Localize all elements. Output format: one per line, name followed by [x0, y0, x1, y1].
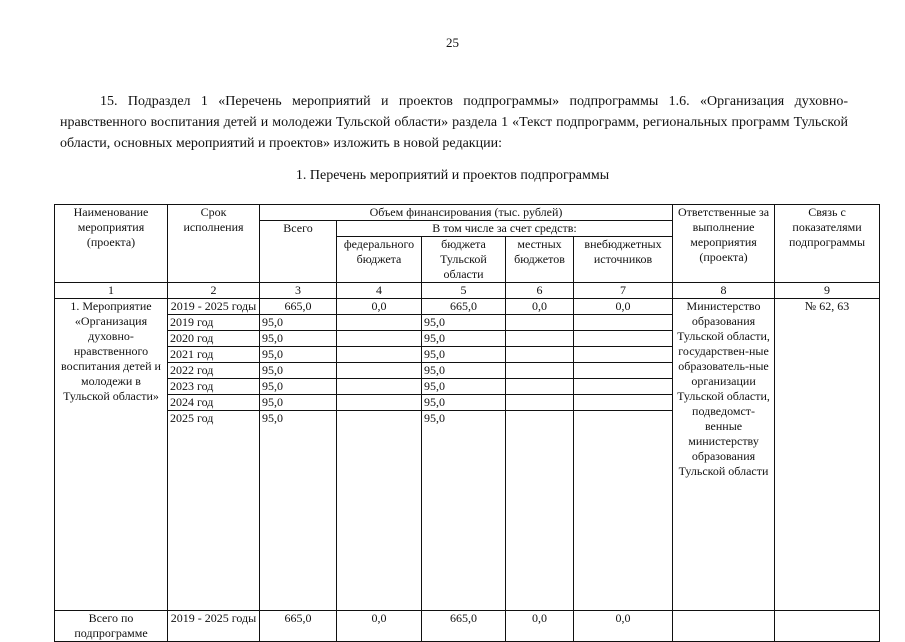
regional-cell: 95,0	[422, 395, 506, 411]
activities-table	[54, 204, 880, 642]
regional-cell: 95,0	[422, 363, 506, 379]
header-name: Наименование мероприятия (проекта)	[55, 205, 168, 283]
total-row-federal: 0,0	[337, 611, 422, 642]
regional-cell: 665,0	[422, 299, 506, 315]
column-number: 4	[337, 283, 422, 299]
activity-link: № 62, 63	[775, 299, 880, 611]
term-cell: 2024 год	[168, 395, 260, 411]
table-row	[55, 299, 880, 315]
column-number: 5	[422, 283, 506, 299]
column-number: 8	[673, 283, 775, 299]
term-cell: 2025 год	[168, 411, 260, 611]
total-cell: 95,0	[260, 379, 337, 395]
total-row-term: 2019 - 2025 годы	[168, 611, 260, 642]
header-local: местных бюджетов	[506, 237, 574, 283]
extra-cell	[574, 331, 673, 347]
extra-cell	[574, 347, 673, 363]
total-cell: 95,0	[260, 411, 337, 611]
header-regional: бюджета Тульской области	[422, 237, 506, 283]
local-cell: 0,0	[506, 299, 574, 315]
local-cell	[506, 411, 574, 611]
regional-cell: 95,0	[422, 411, 506, 611]
extra-cell	[574, 379, 673, 395]
federal-cell	[337, 331, 422, 347]
column-numbers-row	[55, 283, 880, 299]
federal-cell	[337, 395, 422, 411]
column-number: 3	[260, 283, 337, 299]
term-cell: 2020 год	[168, 331, 260, 347]
total-row-local: 0,0	[506, 611, 574, 642]
column-number: 2	[168, 283, 260, 299]
term-cell: 2022 год	[168, 363, 260, 379]
regional-cell: 95,0	[422, 379, 506, 395]
table-title: 1. Перечень мероприятий и проектов подпрограммы	[295, 168, 610, 183]
total-cell: 95,0	[260, 395, 337, 411]
header-including: В том числе за счет средств:	[337, 221, 673, 237]
regional-cell: 95,0	[422, 347, 506, 363]
activity-name: 1. Мероприятие «Организация духовно-нравственного воспитания детей и молодежи в Тульской области»	[55, 299, 168, 611]
total-cell: 95,0	[260, 331, 337, 347]
regional-cell: 95,0	[422, 315, 506, 331]
total-row-regional: 665,0	[422, 611, 506, 642]
total-row-responsible	[673, 611, 775, 642]
term-cell: 2019 год	[168, 315, 260, 331]
total-row-total: 665,0	[260, 611, 337, 642]
extra-cell: 0,0	[574, 299, 673, 315]
total-row	[55, 611, 880, 642]
local-cell	[506, 363, 574, 379]
regional-cell: 95,0	[422, 331, 506, 347]
header-extra: внебюджетных источников	[574, 237, 673, 283]
header-financing: Объем финансирования (тыс. рублей)	[260, 205, 673, 221]
activity-responsible: Министерство образования Тульской области, государствен-ные образователь-ные организации Тульской области, подведомст-венные министерству образования Тульской области	[673, 299, 775, 611]
total-cell: 95,0	[260, 315, 337, 331]
total-cell: 95,0	[260, 363, 337, 379]
total-row-extra: 0,0	[574, 611, 673, 642]
extra-cell	[574, 395, 673, 411]
header-term: Срок исполнения	[168, 205, 260, 283]
local-cell	[506, 315, 574, 331]
total-cell: 665,0	[260, 299, 337, 315]
column-number: 1	[55, 283, 168, 299]
extra-cell	[574, 411, 673, 611]
column-number: 9	[775, 283, 880, 299]
term-cell: 2019 - 2025 годы	[168, 299, 260, 315]
column-number: 7	[574, 283, 673, 299]
federal-cell	[337, 379, 422, 395]
column-number: 6	[506, 283, 574, 299]
local-cell	[506, 347, 574, 363]
extra-cell	[574, 315, 673, 331]
header-link: Связь с показателями подпрограммы	[775, 205, 880, 283]
header-responsible: Ответственные за выполнение мероприятия (проекта)	[673, 205, 775, 283]
federal-cell: 0,0	[337, 299, 422, 315]
term-cell: 2021 год	[168, 347, 260, 363]
federal-cell	[337, 347, 422, 363]
federal-cell	[337, 411, 422, 611]
amendment-paragraph: 15. Подраздел 1 «Перечень мероприятий и проектов подпрограммы» подпрограммы 1.6. «Организация духовно-нравственного воспитания детей и молодежи Тульской области» раздела 1 «Текст подпрограмм, региональных программ Тульской области, основных мероприятий и проектов» изложить в новой редакции:	[60, 94, 848, 151]
local-cell	[506, 395, 574, 411]
total-cell: 95,0	[260, 347, 337, 363]
header-total: Всего	[260, 221, 337, 283]
page-number: 25	[446, 35, 459, 50]
local-cell	[506, 331, 574, 347]
total-row-link	[775, 611, 880, 642]
term-cell: 2023 год	[168, 379, 260, 395]
federal-cell	[337, 315, 422, 331]
local-cell	[506, 379, 574, 395]
total-row-name: Всего по подпрограмме	[55, 611, 168, 642]
header-federal: федерального бюджета	[337, 237, 422, 283]
extra-cell	[574, 363, 673, 379]
federal-cell	[337, 363, 422, 379]
